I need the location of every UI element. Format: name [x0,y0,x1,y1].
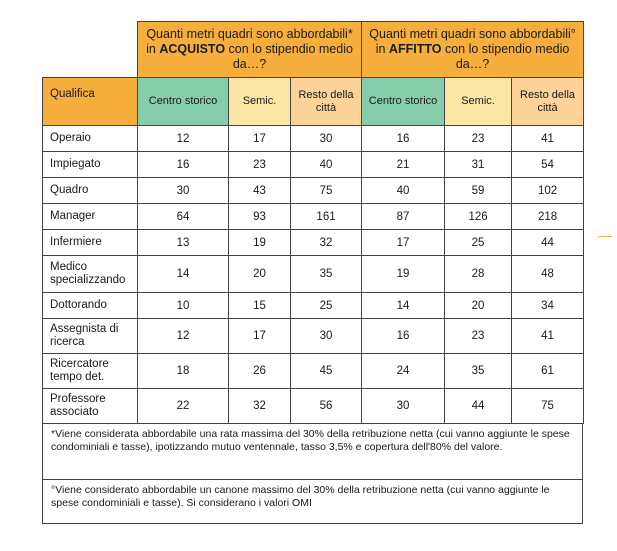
table-cell: 16 [138,152,229,178]
table-cell: 17 [229,126,291,152]
table-cell: 18 [138,354,229,389]
table-cell: 218 [512,204,584,230]
table-row [43,204,584,230]
table-cell: 75 [512,389,584,424]
decorative-dash [598,236,612,237]
group-header-affitto: Quanti metri quadri sono abbordabili° in AFFITTO con lo stipendio medio da…? [362,22,584,78]
table-row [43,126,584,152]
table-cell: 26 [229,354,291,389]
table-cell: 30 [291,126,362,152]
table-row [43,230,584,256]
row-label: Medico specializzando [43,256,138,293]
table-cell: 30 [362,389,445,424]
row-label: Operaio [43,126,138,152]
table-cell: 19 [362,256,445,293]
table-cell: 14 [138,256,229,293]
table-cell: 16 [362,126,445,152]
footnotes [42,424,583,524]
table-cell: 19 [229,230,291,256]
table-cell: 87 [362,204,445,230]
group-header-acquisto: Quanti metri quadri sono abbordabili* in ACQUISTO con lo stipendio medio da…? [138,22,362,78]
table-row [43,293,584,319]
column-header-affitto-resto-citta: Resto della città [512,78,584,126]
table-cell: 102 [512,178,584,204]
table-cell: 17 [229,319,291,354]
table-cell: 75 [291,178,362,204]
table-cell: 24 [362,354,445,389]
table-cell: 56 [291,389,362,424]
table-cell: 23 [229,152,291,178]
footnote-acquisto: *Viene considerata abbordabile una rata massima del 30% della retribuzione netta (cui vanno aggiunte le spese condominiali e tasse), ipotizzando mutuo ventennale, tasso 3,5% e copertura dell'80% del valore. [43,424,582,480]
table-cell: 23 [445,319,512,354]
table-cell: 40 [362,178,445,204]
table-cell: 41 [512,319,584,354]
table-row [43,256,584,293]
column-header-affitto-centro-storico: Centro storico [362,78,445,126]
table-cell: 30 [138,178,229,204]
column-header-acquisto-semic: Semic. [229,78,291,126]
table-cell: 20 [229,256,291,293]
table-row [43,319,584,354]
table-cell: 30 [291,319,362,354]
table-cell: 25 [445,230,512,256]
table-cell: 17 [362,230,445,256]
table-cell: 59 [445,178,512,204]
table-cell: 12 [138,319,229,354]
table-cell: 93 [229,204,291,230]
table-cell: 10 [138,293,229,319]
row-label: Assegnista di ricerca [43,319,138,354]
row-label: Professore associato [43,389,138,424]
table-cell: 43 [229,178,291,204]
table-cell: 28 [445,256,512,293]
row-label: Dottorando [43,293,138,319]
affordability-table-figure [42,21,583,524]
affordability-table [42,21,584,424]
table-cell: 61 [512,354,584,389]
corner-blank [43,22,138,78]
table-cell: 126 [445,204,512,230]
table-cell: 44 [445,389,512,424]
table-cell: 12 [138,126,229,152]
table-cell: 48 [512,256,584,293]
table-cell: 35 [445,354,512,389]
table-cell: 23 [445,126,512,152]
table-cell: 31 [445,152,512,178]
table-cell: 16 [362,319,445,354]
row-label: Quadro [43,178,138,204]
table-cell: 25 [291,293,362,319]
column-header-qualifica: Qualifica [43,78,138,126]
table-cell: 44 [512,230,584,256]
footnote-affitto: °Viene considerato abbordabile un canone massimo del 30% della retribuzione netta (cui vanno aggiunte le spese condominiali e tasse). Si considerano i valori OMI [51,484,550,509]
table-cell: 45 [291,354,362,389]
table-cell: 21 [362,152,445,178]
table-cell: 34 [512,293,584,319]
table-cell: 35 [291,256,362,293]
row-label: Infermiere [43,230,138,256]
table-cell: 41 [512,126,584,152]
table-cell: 40 [291,152,362,178]
table-cell: 20 [445,293,512,319]
table-row [43,389,584,424]
table-cell: 161 [291,204,362,230]
row-label: Impiegato [43,152,138,178]
row-label: Manager [43,204,138,230]
column-header-acquisto-resto-citta: Resto della città [291,78,362,126]
column-header-acquisto-centro-storico: Centro storico [138,78,229,126]
table-cell: 15 [229,293,291,319]
table-cell: 14 [362,293,445,319]
table-cell: 64 [138,204,229,230]
table-row [43,178,584,204]
table-cell: 13 [138,230,229,256]
table-cell: 32 [229,389,291,424]
table-row [43,354,584,389]
column-header-affitto-semic: Semic. [445,78,512,126]
table-cell: 32 [291,230,362,256]
table-row [43,152,584,178]
row-label: Ricercatore tempo det. [43,354,138,389]
table-cell: 54 [512,152,584,178]
table-cell: 22 [138,389,229,424]
